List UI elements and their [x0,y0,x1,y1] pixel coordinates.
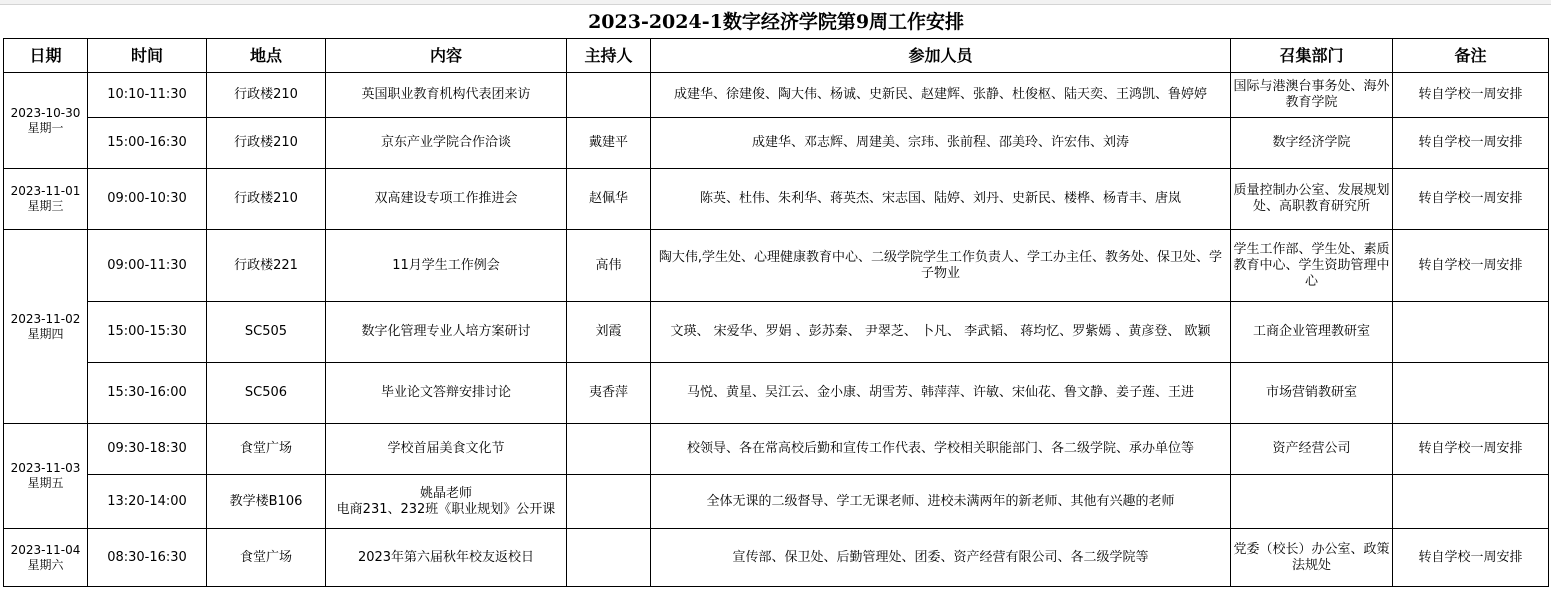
header-place: 地点 [207,39,326,73]
place-cell: 行政楼221 [207,230,326,302]
host-cell: 赵佩华 [567,169,651,230]
host-cell [567,529,651,587]
dept-cell: 党委（校长）办公室、政策法规处 [1231,529,1393,587]
host-cell: 刘霞 [567,302,651,363]
date-cell [4,169,88,230]
note-cell: 转自学校一周安排 [1393,118,1549,169]
host-cell: 戴建平 [567,118,651,169]
host-cell: 夷香萍 [567,363,651,424]
note-cell [1393,475,1549,529]
dept-cell: 质量控制办公室、发展规划处、高职教育研究所 [1231,169,1393,230]
place-cell: 行政楼210 [207,118,326,169]
host-cell [567,73,651,118]
table-row [4,73,1549,118]
time-cell: 09:30-18:30 [88,424,207,475]
date-text: 2023-11-02 [10,311,81,326]
content-cell [326,475,567,529]
dept-cell: 市场营销教研室 [1231,363,1393,424]
header-note: 备注 [1393,39,1549,73]
attendees-cell: 宣传部、保卫处、后勤管理处、团委、资产经营有限公司、各二级学院等 [651,529,1231,587]
content-cell: 双高建设专项工作推进会 [326,169,567,230]
place-cell: 行政楼210 [207,169,326,230]
attendees-cell: 成建华、邓志辉、周建美、宗玮、张前程、邵美玲、许宏伟、刘涛 [651,118,1231,169]
header-row [4,39,1549,73]
time-cell: 15:30-16:00 [88,363,207,424]
date-text: 2023-11-03 [10,461,81,475]
weekday-text: 星期六 [27,557,64,572]
weekday-text: 星期一 [27,120,64,135]
date-cell [4,230,88,424]
time-cell: 15:00-16:30 [88,118,207,169]
header-date: 日期 [4,39,88,73]
table-row [4,424,1549,475]
attendees-cell: 成建华、徐建俊、陶大伟、杨诚、史新民、赵建辉、张静、杜俊枢、陆天奕、王鸿凯、鲁婷婷 [651,73,1231,118]
table-row [4,169,1549,230]
table-row [4,302,1549,363]
place-cell: 食堂广场 [207,529,326,587]
table-row [4,529,1549,587]
content-cell: 学校首届美食文化节 [326,424,567,475]
time-cell: 10:10-11:30 [88,73,207,118]
content-line-1: 姚晶老师 [419,485,472,501]
time-cell: 13:20-14:00 [88,475,207,529]
content-cell: 英国职业教育机构代表团来访 [326,73,567,118]
table-row [4,230,1549,302]
table-row [4,118,1549,169]
date-text: 2023-11-04 [10,542,81,557]
place-cell: 食堂广场 [207,424,326,475]
host-cell: 高伟 [567,230,651,302]
attendees-cell: 陶大伟,学生处、心理健康教育中心、二级学院学生工作负责人、学工办主任、教务处、保卫处、学子物业 [651,230,1231,302]
attendees-cell: 陈英、杜伟、朱利华、蒋英杰、宋志国、陆婷、刘丹、史新民、楼桦、杨青丰、唐岚 [651,169,1231,230]
date-cell [4,424,88,529]
dept-cell: 国际与港澳台事务处、海外教育学院 [1231,73,1393,118]
header-time: 时间 [88,39,207,73]
date-text: 2023-10-30 [10,105,81,120]
header-attendees: 参加人员 [651,39,1231,73]
weekday-text: 星期三 [27,199,64,213]
place-cell: 教学楼B106 [207,475,326,529]
time-cell: 09:00-11:30 [88,230,207,302]
note-cell [1393,302,1549,363]
attendees-cell: 文瑛、 宋爱华、罗娟 、彭苏秦、 尹翠芝、 卜凡、 李武韬、 蒋均忆、罗紫嫣 、黄彦登、 欧颖 [651,302,1231,363]
date-cell [4,529,88,587]
page-title: 2023-2024-1数字经济学院第9周工作安排 [4,6,1549,39]
host-cell [567,424,651,475]
content-cell: 毕业论文答辩安排讨论 [326,363,567,424]
content-cell: 数字化管理专业人培方案研讨 [326,302,567,363]
dept-cell: 学生工作部、学生处、素质教育中心、学生资助管理中心 [1231,230,1393,302]
content-cell: 11月学生工作例会 [326,230,567,302]
time-cell: 15:00-15:30 [88,302,207,363]
place-cell: 行政楼210 [207,73,326,118]
table-row [4,475,1549,529]
attendees-cell: 马悦、黄星、吴江云、金小康、胡雪芳、韩萍萍、许敏、宋仙花、鲁文静、姜子莲、王进 [651,363,1231,424]
time-cell: 09:00-10:30 [88,169,207,230]
dept-cell: 资产经营公司 [1231,424,1393,475]
attendees-cell: 校领导、各在常高校后勤和宣传工作代表、学校相关职能部门、各二级学院、承办单位等 [651,424,1231,475]
dept-cell [1231,475,1393,529]
header-content: 内容 [326,39,567,73]
place-cell: SC505 [207,302,326,363]
place-cell: SC506 [207,363,326,424]
date-cell [4,73,88,169]
header-dept: 召集部门 [1231,39,1393,73]
host-cell [567,475,651,529]
attendees-cell: 全体无课的二级督导、学工无课老师、进校未满两年的新老师、其他有兴趣的老师 [651,475,1231,529]
schedule-table [3,5,1549,587]
note-cell [1393,363,1549,424]
note-cell: 转自学校一周安排 [1393,73,1549,118]
weekday-text: 星期五 [27,476,64,490]
note-cell: 转自学校一周安排 [1393,424,1549,475]
time-cell: 08:30-16:30 [88,529,207,587]
content-cell: 京东产业学院合作洽谈 [326,118,567,169]
content-line-2: 电商231、232班《职业规划》公开课 [336,501,556,517]
header-host: 主持人 [567,39,651,73]
note-cell: 转自学校一周安排 [1393,230,1549,302]
table-row [4,363,1549,424]
weekday-text: 星期四 [27,326,64,341]
dept-cell: 工商企业管理教研室 [1231,302,1393,363]
content-cell: 2023年第六届秋年校友返校日 [326,529,567,587]
dept-cell: 数字经济学院 [1231,118,1393,169]
note-cell: 转自学校一周安排 [1393,529,1549,587]
note-cell: 转自学校一周安排 [1393,169,1549,230]
date-text: 2023-11-01 [10,184,81,198]
